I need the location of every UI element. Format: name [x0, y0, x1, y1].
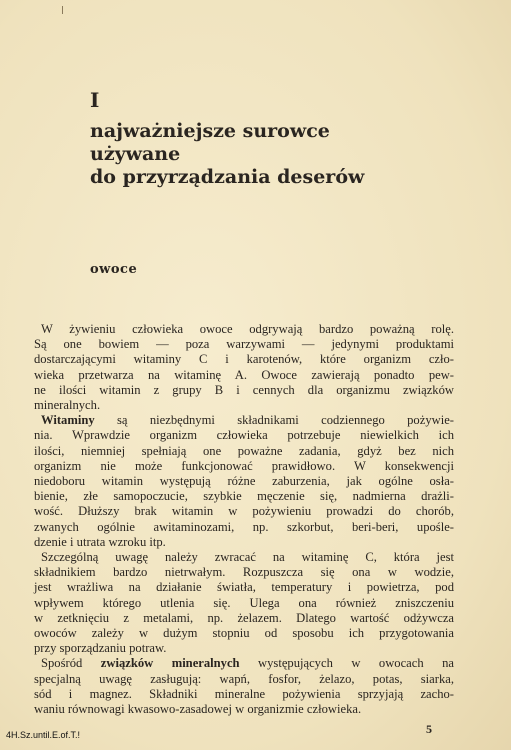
- chapter-number: I: [90, 88, 100, 112]
- body-line: Są one bowiem — poza warzywami — jedynymi produktami: [34, 337, 454, 352]
- body-line: w zetknięciu z metalami, np. żelazem. Dlatego wartość odżywcza: [34, 610, 454, 625]
- body-line: specjalną uwagę zasługują: wapń, fosfor, żelazo, potas, siarka,: [34, 671, 454, 686]
- body-line: owoców zależy w dużym stopniu od sposobu ich przygotowania: [34, 626, 454, 641]
- body-line: składnikiem bardzo nietrwałym. Rozpuszcza się ona w wodzie,: [34, 565, 454, 580]
- body-line: sód i magnez. Składniki mineralne pożywienia sprzyjają zacho-: [34, 686, 454, 701]
- body-line: dostarczającymi witaminy C i karotenów, które organizm czło-: [34, 352, 454, 367]
- footer-mark: 4H.Sz.until.E.of.T.!: [6, 730, 81, 740]
- body-line: wpływem którego utlenia się. Ulega ona również zniszczeniu: [34, 595, 454, 610]
- body-line: Spośród związków mineralnych występujących w owocach na: [41, 656, 454, 671]
- body-line: bienie, złe samopoczucie, szybkie męczenie się, nadmierna drażli-: [34, 489, 454, 504]
- body-line: Szczególną uwagę należy zwracać na witaminę C, która jest: [41, 550, 454, 565]
- body-line: Witaminy są niezbędnymi składnikami codziennego pożywie-: [41, 413, 454, 428]
- body-line: ne ilości witamin z grupy B i cennych dla organizmu związków: [34, 382, 454, 397]
- chapter-title: [90, 120, 450, 189]
- chapter-title-line: najważniejsze surowce: [90, 120, 330, 142]
- body-line: niedoboru witamin występują różne zaburzenia, jak ogólne osła-: [34, 474, 454, 489]
- body-line: jest wrażliwa na działanie światła, temperatury i powietrza, pod: [34, 580, 454, 595]
- body-line: mineralnych.: [34, 398, 101, 413]
- body-text: [34, 322, 454, 717]
- body-line: organizm nie może funkcjonować prawidłowo. W konsekwencji: [34, 458, 454, 473]
- chapter-title-line: do przyrządzania deserów: [90, 166, 365, 188]
- section-title: owoce: [90, 262, 138, 277]
- body-line: wieka przetwarza na witaminę A. Owoce zawierają ponadto pew-: [34, 367, 454, 382]
- body-line: W żywieniu człowieka owoce odgrywają bardzo poważną rolę.: [41, 322, 454, 336]
- body-line: dzenie i utrata wzroku itp.: [34, 534, 166, 549]
- paper-speck: [62, 6, 63, 14]
- chapter-title-line: używane: [90, 143, 181, 165]
- body-line: zwanych ogólnie awitaminozami, np. szkorbut, beri-beri, upośle-: [34, 519, 454, 534]
- body-line: przy sporządzaniu potraw.: [34, 641, 167, 656]
- body-line: nia. Wprawdzie organizm człowieka potrzebuje niewielkich ich: [34, 428, 454, 443]
- body-line: wość. Dłuższy brak witamin w pożywieniu prowadzi do chorób,: [34, 504, 454, 519]
- page-number: 5: [426, 722, 432, 736]
- body-line: waniu równowagi kwasowo-zasadowej w organizmie człowieka.: [34, 702, 362, 717]
- body-line: ilości, niemniej spełniają one poważne zadania, gdyż bez nich: [34, 443, 454, 458]
